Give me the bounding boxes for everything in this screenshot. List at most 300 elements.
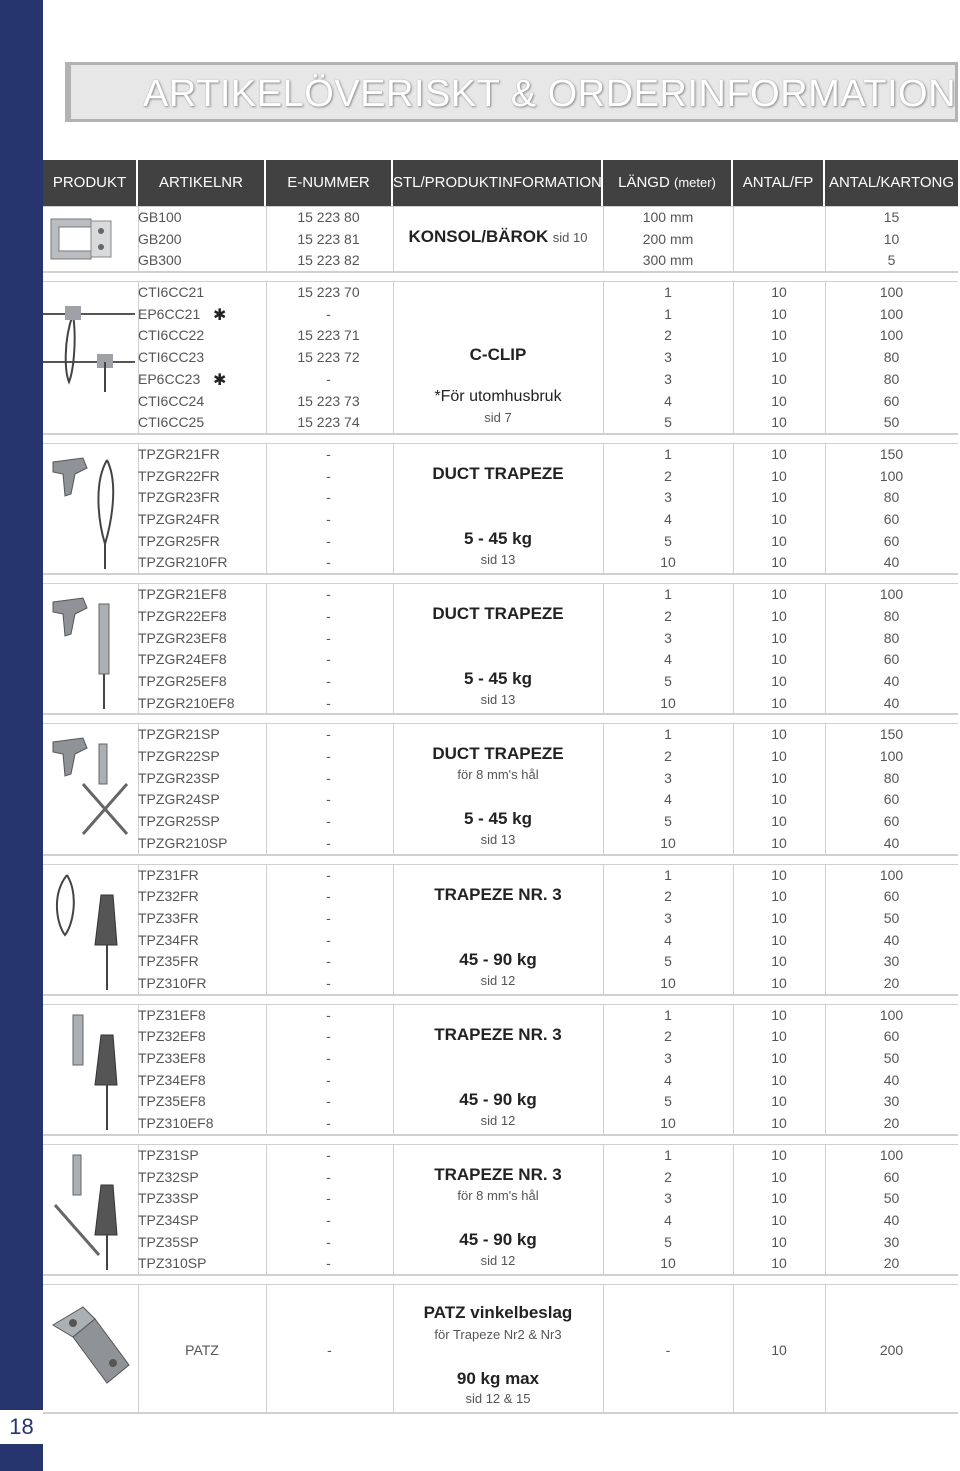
qty-per-carton: 50	[883, 414, 900, 431]
article-number: TPZGR23EF8	[138, 629, 227, 646]
qty-per-carton: 80	[883, 349, 900, 366]
e-number: -	[326, 748, 331, 765]
qty-per-carton: 30	[883, 953, 900, 970]
page-title: ARTIKELÖVERISKT & ORDERINFORMATION	[143, 73, 957, 115]
e-number: -	[326, 305, 331, 322]
qty-per-carton: 50	[883, 1190, 900, 1207]
e-number: -	[326, 813, 331, 830]
qty-per-pack: 10	[771, 694, 787, 711]
qty-per-carton: 100	[879, 467, 904, 484]
qty-per-pack: 10	[771, 489, 787, 506]
article-number: TPZ33FR	[138, 909, 199, 926]
e-number: -	[326, 866, 331, 883]
product-title: KONSOL/BÄROK	[408, 227, 549, 246]
e-number: -	[326, 586, 331, 603]
outdoor-marker: ✱	[213, 306, 227, 324]
length: 1	[664, 726, 672, 743]
qty-per-pack: 10	[771, 1071, 787, 1088]
length: 10	[660, 834, 676, 851]
qty-per-carton: 60	[883, 813, 900, 830]
qty-per-pack: 10	[771, 1233, 787, 1250]
qty-per-pack: 10	[771, 813, 787, 830]
qty-per-carton: 5	[887, 252, 896, 269]
table-row	[43, 207, 958, 229]
qty-per-pack: 10	[771, 1115, 787, 1132]
header-langd	[603, 160, 733, 206]
article-number: TPZ35FR	[138, 953, 199, 970]
qty-per-pack: 10	[771, 1006, 787, 1023]
table-row	[43, 487, 958, 509]
product-group	[43, 723, 958, 855]
e-number: -	[326, 909, 331, 926]
qty-per-carton: 60	[883, 1028, 900, 1045]
length: 4	[664, 1211, 672, 1228]
qty-per-pack	[733, 207, 825, 229]
length: 3	[664, 909, 672, 926]
header-produkt: PRODUKT	[43, 160, 138, 206]
qty-per-carton: 60	[883, 532, 900, 549]
page-reference: sid 13	[480, 551, 516, 567]
product-weight: 45 - 90 kg	[459, 1089, 537, 1109]
e-number: -	[326, 554, 331, 571]
product-title: C-CLIP	[469, 345, 527, 365]
e-number: -	[326, 1050, 331, 1067]
article-number: GB300	[138, 252, 182, 269]
article-number: TPZ31SP	[138, 1146, 199, 1163]
title-banner	[65, 62, 958, 122]
product-title: TRAPEZE NR. 3	[434, 884, 562, 904]
qty-per-pack: 10	[771, 554, 787, 571]
length: 4	[664, 511, 672, 528]
e-number: -	[326, 1115, 331, 1132]
article-number: EP6CC23	[138, 370, 201, 387]
header-e-nummer: E-NUMMER	[266, 160, 393, 206]
table-row	[43, 304, 958, 326]
article-number: TPZ310EF8	[138, 1115, 214, 1132]
qty-per-carton: 30	[883, 1233, 900, 1250]
qty-per-carton: 60	[883, 511, 900, 528]
article-number: TPZ34SP	[138, 1211, 199, 1228]
article-number: EP6CC21	[138, 305, 201, 322]
e-number: -	[326, 953, 331, 970]
table-row	[43, 908, 958, 930]
header-stl: STL/PRODUKTINFORMATION	[393, 160, 603, 206]
article-number: TPZGR21SP	[138, 726, 220, 743]
qty-per-carton: 20	[883, 974, 900, 991]
article-number: TPZGR22SP	[138, 748, 220, 765]
table-row	[43, 628, 958, 650]
table-row	[43, 724, 958, 746]
product-group	[43, 443, 958, 575]
qty-per-carton: 150	[879, 445, 904, 462]
product-group-patz	[43, 1284, 958, 1414]
qty-per-pack: 10	[771, 284, 787, 301]
qty-per-carton: 100	[879, 866, 904, 883]
header-langd-label: LÄNGD	[618, 174, 670, 191]
length: 1	[664, 866, 672, 883]
length: 3	[664, 370, 672, 387]
length: 1	[664, 284, 672, 301]
qty-per-pack: 10	[771, 1050, 787, 1067]
length: 100 mm	[642, 209, 694, 225]
page-reference: sid 7	[484, 410, 512, 426]
product-subtitle: för 8 mm's hål	[457, 767, 539, 783]
qty-per-pack: 10	[771, 931, 787, 948]
table-row	[43, 930, 958, 952]
table-row	[43, 250, 958, 272]
product-group	[43, 583, 958, 715]
qty-per-carton: 60	[883, 392, 900, 409]
qty-per-carton: 200	[879, 1342, 904, 1359]
qty-per-carton: 60	[883, 1168, 900, 1185]
article-table	[43, 160, 958, 1414]
qty-per-pack: 10	[771, 769, 787, 786]
length: 4	[664, 1071, 672, 1088]
product-title: PATZ vinkelbeslag	[423, 1303, 573, 1323]
length: 4	[664, 651, 672, 668]
qty-per-pack: 10	[771, 1093, 787, 1110]
length: 10	[660, 1255, 676, 1272]
product-title: DUCT TRAPEZE	[432, 744, 564, 764]
qty-per-pack: 10	[771, 672, 787, 689]
qty-per-pack: 10	[771, 414, 787, 431]
page-reference: sid 12	[480, 1112, 516, 1128]
page-reference: sid 12	[480, 1252, 516, 1268]
e-number: -	[326, 489, 331, 506]
e-number: -	[326, 726, 331, 743]
qty-per-carton: 150	[879, 726, 904, 743]
article-number: CTI6CC21	[138, 284, 205, 301]
page-number: 18	[0, 1410, 43, 1444]
e-number: -	[326, 532, 331, 549]
qty-per-carton: 60	[883, 888, 900, 905]
length: 3	[664, 1190, 672, 1207]
qty-per-carton: 100	[879, 1006, 904, 1023]
qty-per-carton: 40	[883, 1211, 900, 1228]
table-row	[43, 1048, 958, 1070]
qty-per-carton: 80	[883, 370, 900, 387]
e-number: -	[326, 834, 331, 851]
qty-per-pack: 10	[771, 974, 787, 991]
qty-per-carton: 40	[883, 834, 900, 851]
length: 1	[664, 305, 672, 322]
qty-per-pack: 10	[771, 1255, 787, 1272]
length: 10	[660, 554, 676, 571]
qty-per-carton: 50	[883, 909, 900, 926]
length: 2	[664, 607, 672, 624]
qty-per-carton: 100	[879, 748, 904, 765]
qty-per-pack: 10	[771, 511, 787, 528]
product-title: DUCT TRAPEZE	[432, 463, 564, 483]
e-number: -	[326, 1093, 331, 1110]
length: 3	[664, 489, 672, 506]
side-band	[0, 0, 43, 1471]
qty-per-pack: 10	[771, 748, 787, 765]
product-title: TRAPEZE NR. 3	[434, 1164, 562, 1184]
qty-per-carton: 40	[883, 1071, 900, 1088]
qty-per-pack: 10	[771, 909, 787, 926]
length: 5	[664, 813, 672, 830]
e-number: -	[326, 1028, 331, 1045]
article-number: TPZGR210SP	[138, 834, 228, 851]
length: 2	[664, 327, 672, 344]
qty-per-pack: 10	[771, 726, 787, 743]
qty-per-carton: 100	[879, 305, 904, 322]
qty-per-carton: 100	[879, 1146, 904, 1163]
article-number: TPZGR22EF8	[138, 607, 227, 624]
e-number: -	[326, 672, 331, 689]
product-subtitle: för Trapeze Nr2 & Nr3	[434, 1327, 562, 1343]
article-number: TPZGR22FR	[138, 467, 220, 484]
e-number: 15 223 74	[297, 414, 360, 431]
qty-per-pack: 10	[771, 888, 787, 905]
e-number: -	[326, 651, 331, 668]
product-note: *För utomhusbruk	[434, 388, 562, 406]
page-reference: sid 10	[552, 230, 588, 245]
qty-per-pack: 10	[771, 953, 787, 970]
article-number: TPZGR210EF8	[138, 694, 235, 711]
qty-per-pack: 10	[771, 349, 787, 366]
table-row	[43, 325, 958, 347]
e-number: -	[326, 607, 331, 624]
qty-per-pack: 10	[771, 392, 787, 409]
qty-per-carton: 20	[883, 1115, 900, 1132]
article-number: TPZGR24SP	[138, 791, 220, 808]
length: 10	[660, 974, 676, 991]
length: 4	[664, 392, 672, 409]
header-artikelnr: ARTIKELNR	[138, 160, 266, 206]
qty-per-carton: 100	[879, 327, 904, 344]
length: 3	[664, 629, 672, 646]
e-number: -	[326, 370, 331, 387]
product-group	[43, 864, 958, 996]
table-row	[43, 789, 958, 811]
product-title: TRAPEZE NR. 3	[434, 1024, 562, 1044]
length: 1	[664, 586, 672, 603]
product-weight: 5 - 45 kg	[463, 669, 533, 689]
qty-per-pack: 10	[771, 834, 787, 851]
table-header	[43, 160, 958, 206]
header-langd-unit: (meter)	[673, 175, 716, 190]
article-number: GB200	[138, 230, 182, 247]
page-reference: sid 13	[480, 692, 516, 708]
qty-per-pack: 10	[771, 1211, 787, 1228]
article-number: TPZ32EF8	[138, 1028, 206, 1045]
qty-per-carton: 80	[883, 629, 900, 646]
product-group	[43, 1004, 958, 1136]
article-number: TPZGR23FR	[138, 489, 220, 506]
e-number: -	[326, 1146, 331, 1163]
qty-per-pack: 10	[771, 305, 787, 322]
qty-per-pack: 10	[771, 1190, 787, 1207]
table-row	[43, 649, 958, 671]
qty-per-pack: 10	[771, 1146, 787, 1163]
qty-per-carton: 10	[883, 230, 900, 247]
length: 4	[664, 931, 672, 948]
length: 200 mm	[642, 230, 694, 247]
article-number: TPZ310FR	[138, 974, 207, 991]
qty-per-carton: 60	[883, 651, 900, 668]
qty-per-carton: 80	[883, 489, 900, 506]
header-antal-kartong: ANTAL/KARTONG	[828, 174, 955, 191]
e-number: -	[326, 511, 331, 528]
article-number: TPZGR24EF8	[138, 651, 227, 668]
length: 1	[664, 1006, 672, 1023]
qty-per-pack: 10	[771, 445, 787, 462]
article-number: TPZ35EF8	[138, 1093, 206, 1110]
outdoor-marker: ✱	[213, 371, 227, 389]
e-number: 15 223 73	[297, 392, 360, 409]
article-number: GB100	[138, 209, 182, 225]
qty-per-carton: 40	[883, 672, 900, 689]
e-number: 15 223 70	[297, 284, 360, 301]
qty-per-carton: 20	[883, 1255, 900, 1272]
table-body	[43, 206, 958, 1414]
table-row	[43, 444, 958, 466]
e-number: -	[326, 629, 331, 646]
e-number: -	[326, 1255, 331, 1272]
article-number: TPZ33EF8	[138, 1050, 206, 1067]
product-group	[43, 281, 958, 435]
header-antal-fp: ANTAL/FP	[733, 160, 825, 206]
qty-per-carton: 40	[883, 931, 900, 948]
table-row	[43, 282, 958, 304]
article-number: TPZ32FR	[138, 888, 199, 905]
length: 3	[664, 349, 672, 366]
length: 5	[664, 414, 672, 431]
e-number: 15 223 81	[297, 230, 360, 247]
e-number: -	[326, 1233, 331, 1250]
article-number: CTI6CC24	[138, 392, 205, 409]
qty-per-pack: 10	[771, 532, 787, 549]
article-number: CTI6CC23	[138, 349, 205, 366]
length: 5	[664, 953, 672, 970]
article-number: TPZGR21EF8	[138, 586, 227, 603]
article-number: TPZGR21FR	[138, 445, 220, 462]
length: 2	[664, 1168, 672, 1185]
table-row	[43, 509, 958, 531]
qty-per-pack: 10	[771, 1168, 787, 1185]
product-info	[393, 227, 603, 247]
length: 10	[660, 1115, 676, 1132]
length: 1	[664, 445, 672, 462]
qty-per-pack: 10	[771, 1028, 787, 1045]
table-row	[43, 1005, 958, 1027]
article-number: CTI6CC22	[138, 327, 205, 344]
length: 2	[664, 748, 672, 765]
length: 5	[664, 672, 672, 689]
product-group	[43, 206, 958, 273]
e-number: -	[326, 931, 331, 948]
length: 3	[664, 769, 672, 786]
qty-per-carton: 80	[883, 607, 900, 624]
length: 2	[664, 1028, 672, 1045]
e-number: -	[326, 769, 331, 786]
article-number: TPZGR24FR	[138, 511, 220, 528]
length: 300 mm	[642, 252, 694, 269]
qty-per-carton: 100	[879, 586, 904, 603]
qty-per-pack: 10	[771, 586, 787, 603]
article-number: PATZ	[185, 1342, 219, 1359]
article-number: TPZGR25EF8	[138, 672, 227, 689]
e-number: -	[326, 1071, 331, 1088]
e-number: 15 223 82	[297, 252, 360, 269]
e-number: -	[326, 694, 331, 711]
length: 10	[660, 694, 676, 711]
length: 4	[664, 791, 672, 808]
length: 2	[664, 467, 672, 484]
table-row	[43, 584, 958, 606]
table-row	[43, 1210, 958, 1232]
article-number: TPZ31EF8	[138, 1006, 206, 1023]
qty-per-pack: 10	[771, 629, 787, 646]
product-weight: 45 - 90 kg	[459, 949, 537, 969]
product-image	[43, 1285, 135, 1412]
length: 5	[664, 1093, 672, 1110]
product-weight: 5 - 45 kg	[463, 528, 533, 548]
e-number: -	[326, 445, 331, 462]
e-number: 15 223 71	[297, 327, 360, 344]
e-number: -	[326, 1006, 331, 1023]
qty-per-pack: 10	[771, 791, 787, 808]
table-row	[43, 1145, 958, 1167]
page-reference: sid 12	[480, 972, 516, 988]
qty-per-carton: 15	[883, 209, 900, 225]
length: 1	[664, 1146, 672, 1163]
table-row	[43, 865, 958, 887]
e-number: -	[326, 1190, 331, 1207]
e-number: -	[326, 888, 331, 905]
qty-per-carton: 80	[883, 769, 900, 786]
qty-per-carton: 60	[883, 791, 900, 808]
product-title: DUCT TRAPEZE	[432, 604, 564, 624]
length: -	[665, 1342, 671, 1359]
e-number: 15 223 80	[297, 209, 360, 225]
article-number: TPZGR25SP	[138, 813, 220, 830]
qty-per-pack: 10	[771, 370, 787, 387]
qty-per-carton: 30	[883, 1093, 900, 1110]
article-number: TPZ310SP	[138, 1255, 207, 1272]
e-number: -	[326, 1168, 331, 1185]
length: 3	[664, 1050, 672, 1067]
product-subtitle: för 8 mm's hål	[457, 1187, 539, 1203]
article-number: TPZ34EF8	[138, 1071, 206, 1088]
qty-per-carton: 40	[883, 554, 900, 571]
qty-per-pack: 10	[771, 866, 787, 883]
page-reference: sid 12 & 15	[465, 1391, 531, 1407]
qty-per-carton: 50	[883, 1050, 900, 1067]
qty-per-pack: 10	[771, 467, 787, 484]
product-weight: 90 kg max	[456, 1369, 540, 1389]
e-number: 15 223 72	[297, 349, 360, 366]
article-number: TPZ31FR	[138, 866, 199, 883]
e-number: -	[326, 1211, 331, 1228]
article-number: TPZGR210FR	[138, 554, 228, 571]
article-number: TPZ35SP	[138, 1233, 199, 1250]
table-row	[43, 1070, 958, 1092]
length: 2	[664, 888, 672, 905]
page-reference: sid 13	[480, 832, 516, 848]
article-number: TPZGR25FR	[138, 532, 220, 549]
product-weight: 45 - 90 kg	[459, 1229, 537, 1249]
article-number: TPZ32SP	[138, 1168, 199, 1185]
article-number: TPZGR23SP	[138, 769, 220, 786]
qty-per-carton: 40	[883, 694, 900, 711]
e-number: -	[326, 467, 331, 484]
e-number: -	[326, 974, 331, 991]
qty-per-pack: 10	[771, 651, 787, 668]
product-weight: 5 - 45 kg	[463, 809, 533, 829]
